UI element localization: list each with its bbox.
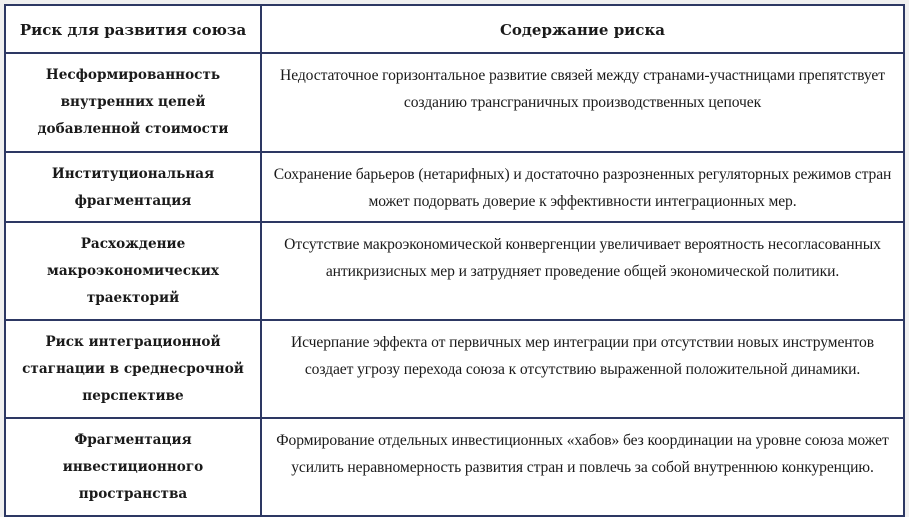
table-row bbox=[5, 152, 904, 222]
risk-content-cell: Формирование отдельных инвестиционных «хабов» без координации на уровне союза может усилить неравномерность развития стран и повлечь за собой внутреннюю конкуренцию. bbox=[261, 418, 904, 516]
risk-name-cell: Несформированность внутренних цепей добавленной стоимости bbox=[5, 53, 261, 152]
header-content: Содержание риска bbox=[261, 5, 904, 53]
table-header-row bbox=[5, 5, 904, 53]
risk-content-cell: Недостаточное горизонтальное развитие связей между странами-участницами препятствует созданию трансграничных производственных цепочек bbox=[261, 53, 904, 152]
table-row bbox=[5, 53, 904, 152]
table-row bbox=[5, 222, 904, 320]
table-row bbox=[5, 320, 904, 418]
risk-content-cell: Исчерпание эффекта от первичных мер интеграции при отсутствии новых инструментов создает угрозу перехода союза к отсутствию выраженной положительной динамики. bbox=[261, 320, 904, 418]
table-row bbox=[5, 418, 904, 516]
risk-name-cell: Институциональная фрагментация bbox=[5, 152, 261, 222]
risk-content-cell: Сохранение барьеров (нетарифных) и достаточно разрозненных регуляторных режимов стран может подорвать доверие к эффективности интеграционных мер. bbox=[261, 152, 904, 222]
risk-name-cell: Фрагментация инвестиционного пространства bbox=[5, 418, 261, 516]
risk-name-cell: Риск интеграционной стагнации в среднесрочной перспективе bbox=[5, 320, 261, 418]
risk-content-cell: Отсутствие макроэкономической конвергенции увеличивает вероятность несогласованных антикризисных мер и затрудняет проведение общей экономической политики. bbox=[261, 222, 904, 320]
risk-table bbox=[4, 4, 905, 517]
risk-name-cell: Расхождение макроэкономических траекторий bbox=[5, 222, 261, 320]
header-risk: Риск для развития союза bbox=[5, 5, 261, 53]
